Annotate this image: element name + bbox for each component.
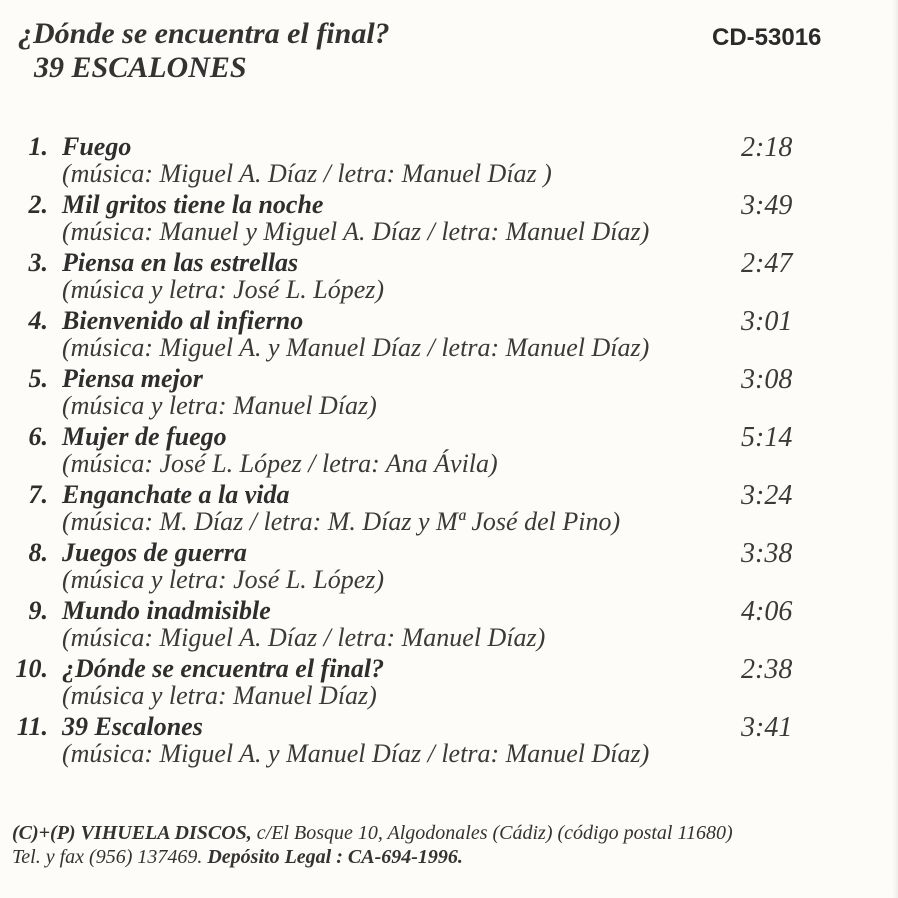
track-row [0,481,898,539]
track-credits: (música: Miguel A. y Manuel Díaz / letra: Manuel Díaz) [62,333,650,362]
track-duration: 3:01 [741,306,793,337]
track-duration: 3:08 [741,364,793,395]
track-row [0,655,898,713]
track-title: 39 Escalones [62,712,203,741]
track-duration: 5:14 [741,422,793,453]
band-name: 39 ESCALONES [34,51,247,84]
track-number: 9. [28,596,48,625]
track-credits: (música: M. Díaz / letra: M. Díaz y Mª José del Pino) [62,507,621,536]
track-title: Mundo inadmisible [62,596,271,625]
track-number: 7. [28,480,48,509]
track-number: 2. [28,190,48,219]
track-number: 3. [28,248,48,277]
track-duration: 4:06 [741,596,793,627]
track-number: 8. [28,538,48,567]
track-credits: (música y letra: Manuel Díaz) [62,391,377,420]
track-number: 10. [15,654,48,683]
track-row [0,713,898,771]
track-credits: (música y letra: José L. López) [62,275,385,304]
track-duration: 2:47 [741,248,793,279]
track-title: ¿Dónde se encuentra el final? [62,654,385,683]
track-row [0,365,898,423]
label-address: c/El Bosque 10, Algodonales (Cádiz) (código postal 11680) [256,822,733,844]
track-number: 5. [28,364,48,393]
track-credits: (música y letra: José L. López) [62,565,385,594]
track-list [0,133,898,771]
track-credits: (música: Miguel A. y Manuel Díaz / letra: Manuel Díaz) [62,739,650,768]
track-row [0,133,898,191]
album-title: ¿Dónde se encuentra el final? [18,17,390,50]
track-number: 1. [28,132,48,161]
track-duration: 3:41 [741,712,793,743]
track-title: Enganchate a la vida [62,480,290,509]
footer-line-2 [12,845,733,869]
track-duration: 3:49 [741,190,793,221]
track-row [0,191,898,249]
track-number: 4. [28,306,48,335]
track-number: 11. [16,712,48,741]
track-title: Juegos de guerra [62,538,247,567]
footer-line-1 [12,821,733,845]
track-duration: 2:18 [741,132,793,163]
track-duration: 2:38 [741,654,793,685]
track-credits: (música y letra: Manuel Díaz) [62,681,377,710]
track-title: Mujer de fuego [62,422,227,451]
label-name: (C)+(P) VIHUELA DISCOS, [12,822,252,844]
scan-edge-shade [892,0,898,898]
track-credits: (música: José L. López / letra: Ana Ávila) [62,449,498,478]
track-credits: (música: Miguel A. Díaz / letra: Manuel Díaz) [62,623,546,652]
track-row [0,597,898,655]
track-title: Mil gritos tiene la noche [62,190,324,219]
track-title: Fuego [62,132,132,161]
track-duration: 3:38 [741,538,793,569]
legal-deposit: Depósito Legal : CA-694-1996. [207,846,463,868]
track-row [0,539,898,597]
footer [12,821,733,869]
track-title: Piensa en las estrellas [62,248,299,277]
track-duration: 3:24 [741,480,793,511]
track-row [0,423,898,481]
track-row [0,307,898,365]
track-title: Bienvenido al infierno [62,306,304,335]
track-credits: (música: Manuel y Miguel A. Díaz / letra: Manuel Díaz) [62,217,650,246]
track-credits: (música: Miguel A. Díaz / letra: Manuel Díaz ) [62,159,552,188]
catalog-number: CD-53016 [712,24,822,51]
phone: Tel. y fax (956) 137469. [12,846,203,868]
track-row [0,249,898,307]
track-title: Piensa mejor [62,364,203,393]
track-number: 6. [28,422,48,451]
